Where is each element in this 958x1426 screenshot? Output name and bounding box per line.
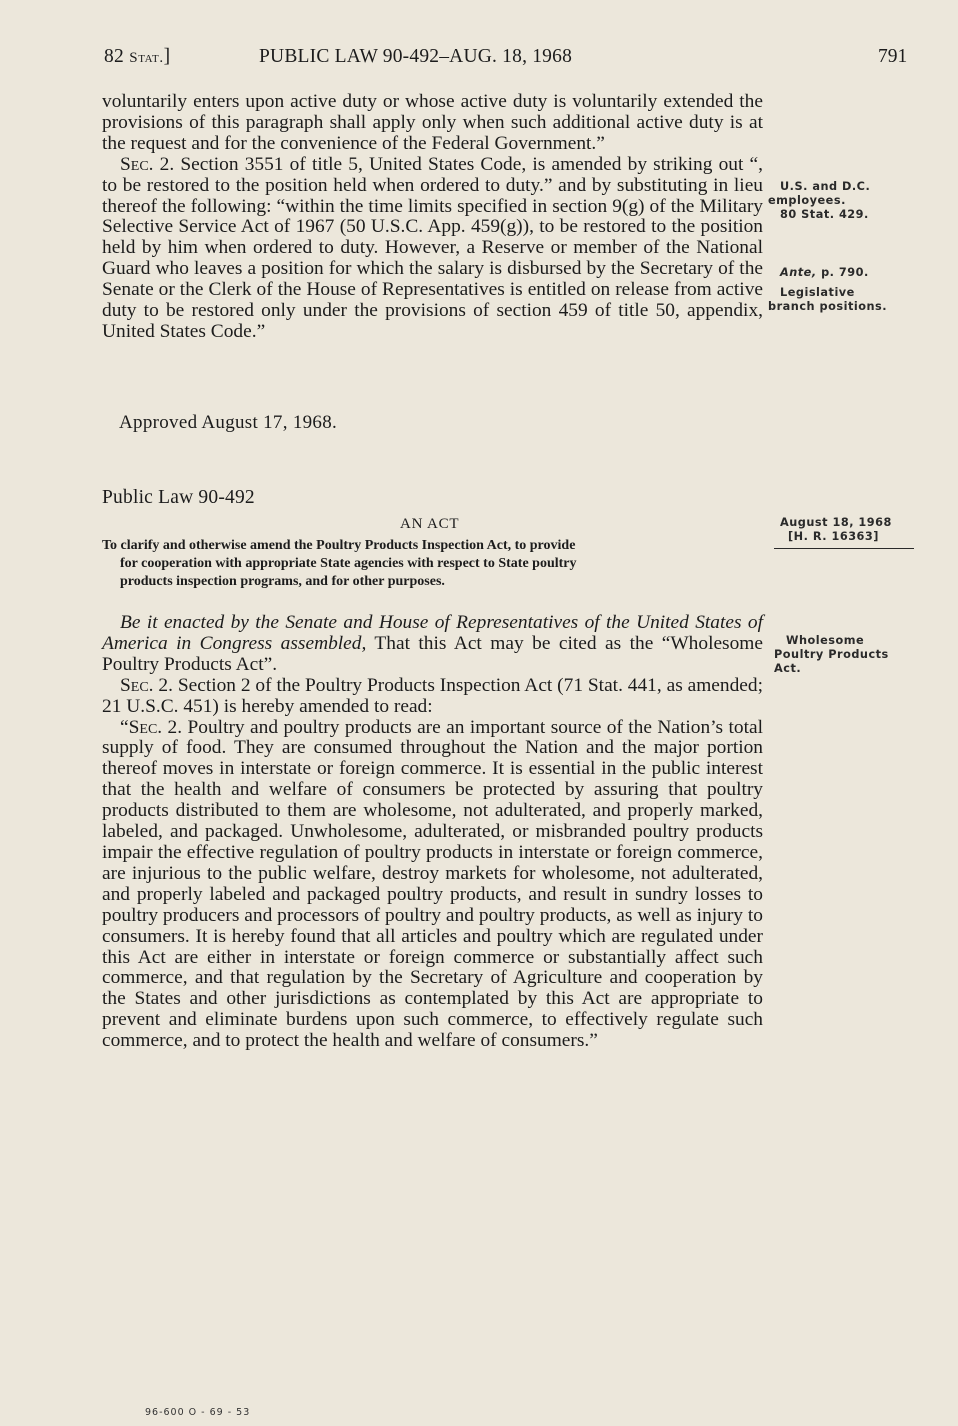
margin-line: 80 Stat. 429. [780,208,869,221]
act-long-title [102,537,763,591]
margin-line: U.S. and D.C. [780,180,871,193]
section-text: Section 2 of the Poultry Products Inspection Act (71 Stat. 441, as amended; 21 U.S.C. 451) is hereby amended to read: [102,674,763,717]
margin-line: Legislative [780,286,855,299]
margin-line: August 18, 1968 [780,516,892,529]
approval-line: Approved August 17, 1968. [119,412,338,433]
margin-line: Act. [774,662,802,675]
bracket: ] [163,46,171,67]
act-title-line: for cooperation with appropriate State agencies with respect to State poultry [120,556,577,571]
margin-note-date [780,516,892,544]
volume-citation [104,46,170,68]
section-2-paragraph [102,676,763,718]
header-title: PUBLIC LAW 90-492–AUG. 18, 1968 [259,46,573,67]
margin-note-legislative [768,286,887,314]
act-title-line: products inspection programs, and for other purposes. [120,574,445,589]
section-2-paragraph [102,155,763,343]
margin-note-employees [768,180,871,222]
margin-line: Wholesome [786,634,865,647]
an-act-heading: AN ACT [400,516,460,532]
enacting-clause [102,613,763,676]
margin-note-short-title [774,634,889,676]
page-number: 791 [878,46,908,67]
volume-number: 82 [104,46,125,67]
margin-line: [H. R. 16363] [788,530,879,543]
running-header [0,46,958,76]
enacting-formula: Be it enacted by the Senate and House of Representatives of the United States of America in Congress assembled, [102,612,763,654]
public-law-title: Public Law 90-492 [102,487,255,508]
margin-italic: Ante, [780,266,817,279]
quoted-section-paragraph [102,718,763,1053]
section-text: Poultry and poultry products are an important source of the Nation’s total supply of food. They are consumed throughout the Nation and the major portion thereof moves in interstate or foreign commerce. It is essential in the public interest that the health and welfare of consumers be protected by assuring that poultry products distributed to them are wholesome, not adulterated, and properly marked, labeled, and packaged. Unwholesome, adulterated, or misbranded poultry products impair the effective regulation of poultry products in interstate or foreign commerce, are injurious to the public welfare, destroy markets for wholesome, not adulterated, and properly labeled and packaged poultry products, and result in sundry losses to poultry producers and processors of poultry and poultry products, as well as injury to consumers. It is hereby found that all articles and poultry which are regulated under this Act are either in interstate or foreign commerce or substantially affect such commerce, and that regulation by the Secretary of Agriculture and cooperation by the States and other jurisdictions as contemplated by this Act are appropriate to prevent and eliminate burdens upon such commerce, to effectively regulate such commerce, and to protect the health and welfare of consumers.” [102,716,763,1052]
section-text: Section 3551 of title 5, United States Code, is amended by striking out “, to be restored to the position held when ordered to duty.” and by substituting in lieu thereof the following: “within the time limits specified in section 9(g) of the Military Selective Service Act of 1967 (50 U.S.C. App. 459(g)), to be restored to the position held by him when ordered to duty. However, a Reserve or member of the National Guard who leaves a position for which the salary is disbursed by the Secretary of the Senate or the Clerk of the House of Representatives is entitled on release from active duty to be restored only under the provisions of section 459 of title 50, appendix, United States Code.” [102,153,763,342]
carryover-section [102,92,763,343]
short-title-text: That this Act may be cited as the “Wholesome Poultry Products Act”. [102,632,763,675]
margin-line: branch positions. [768,300,888,313]
act-body [102,613,763,1052]
print-footer: 96-600 O - 69 - 53 [145,1407,251,1418]
section-label: “Sec. 2. [120,716,183,738]
act-title-line: To clarify and otherwise amend the Poultry Products Inspection Act, to provide [102,538,576,553]
margin-line: p. 790. [816,266,869,279]
margin-line: employees. [768,194,846,207]
margin-line: Poultry Products [774,648,889,661]
section-label: Sec. 2. [120,153,175,175]
margin-rule [774,548,914,549]
carryover-paragraph: voluntarily enters upon active duty or whose active duty is voluntarily extended the provisions of this paragraph shall apply only when such additional active duty is at the request and for the convenience of the Federal Government.” [102,91,763,154]
section-label: Sec. 2. [120,674,173,696]
stat-label: Stat. [129,50,164,66]
margin-note-ante [780,266,869,280]
